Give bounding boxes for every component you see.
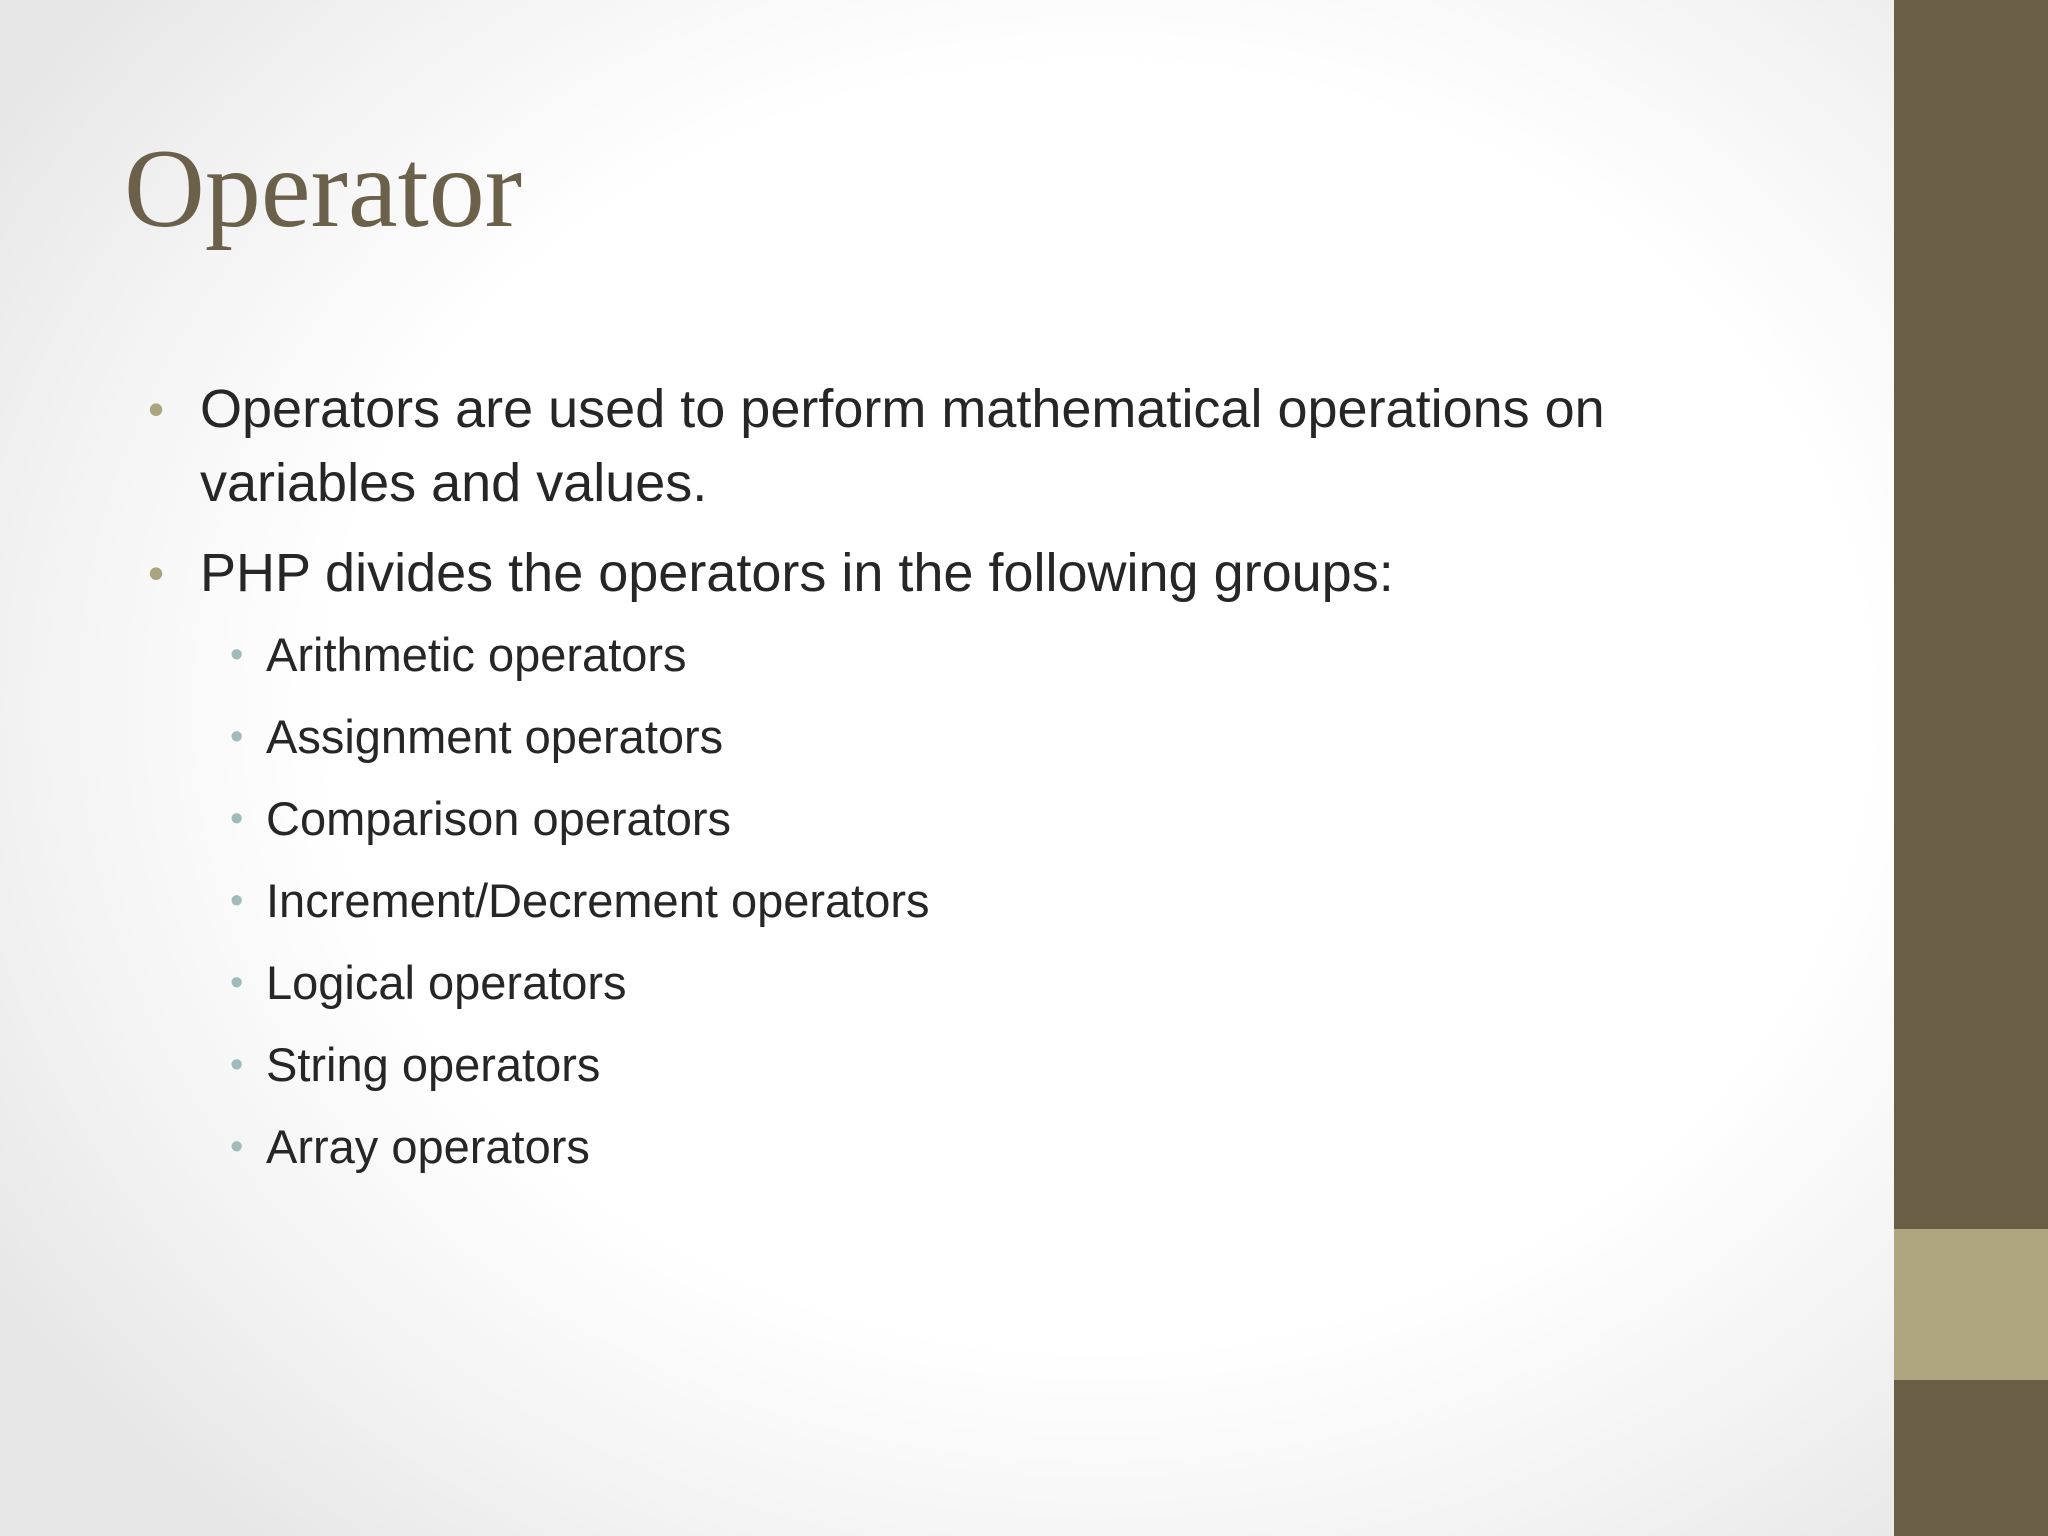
sub-bullet-text: Increment/Decrement operators: [266, 874, 930, 927]
side-accent-block: [1894, 1229, 2048, 1380]
sub-bullet-text: Logical operators: [266, 956, 627, 1009]
sub-bullet-text: String operators: [266, 1038, 601, 1091]
sub-bullet-item: [214, 614, 1788, 696]
bullet-item-operators-definition: [148, 372, 1788, 520]
bullet-dot-icon: •: [148, 383, 165, 435]
bullet-item-operator-groups: [148, 536, 1788, 1188]
sub-bullet-text: Comparison operators: [266, 792, 731, 845]
operator-group-list: [214, 614, 1788, 1188]
sub-bullet-text: Array operators: [266, 1120, 590, 1173]
sub-bullet-item: [214, 778, 1788, 860]
sub-bullet-item: [214, 696, 1788, 778]
sub-bullet-dot-icon: •: [230, 798, 244, 840]
sub-bullet-dot-icon: •: [230, 716, 244, 758]
sub-bullet-dot-icon: •: [230, 880, 244, 922]
sub-bullet-dot-icon: •: [230, 962, 244, 1004]
sub-bullets-wrap: [214, 614, 1788, 1188]
bullet-dot-icon: •: [148, 547, 165, 599]
sub-bullet-item: [214, 1024, 1788, 1106]
sub-bullet-text: Arithmetic operators: [266, 628, 687, 681]
sub-bullet-dot-icon: •: [230, 1044, 244, 1086]
sub-bullet-dot-icon: •: [230, 634, 244, 676]
sub-bullet-text: Assignment operators: [266, 710, 724, 763]
sub-bullet-item: [214, 860, 1788, 942]
sub-bullet-dot-icon: •: [230, 1126, 244, 1168]
slide-title: Operator: [124, 127, 523, 251]
bullet-text: Operators are used to perform mathematical operations on variables and values.: [200, 379, 1605, 513]
bullet-text: PHP divides the operators in the following groups:: [200, 543, 1394, 603]
sub-bullet-item: [214, 1106, 1788, 1188]
sub-bullet-item: [214, 942, 1788, 1024]
slide-content: [148, 372, 1788, 1204]
